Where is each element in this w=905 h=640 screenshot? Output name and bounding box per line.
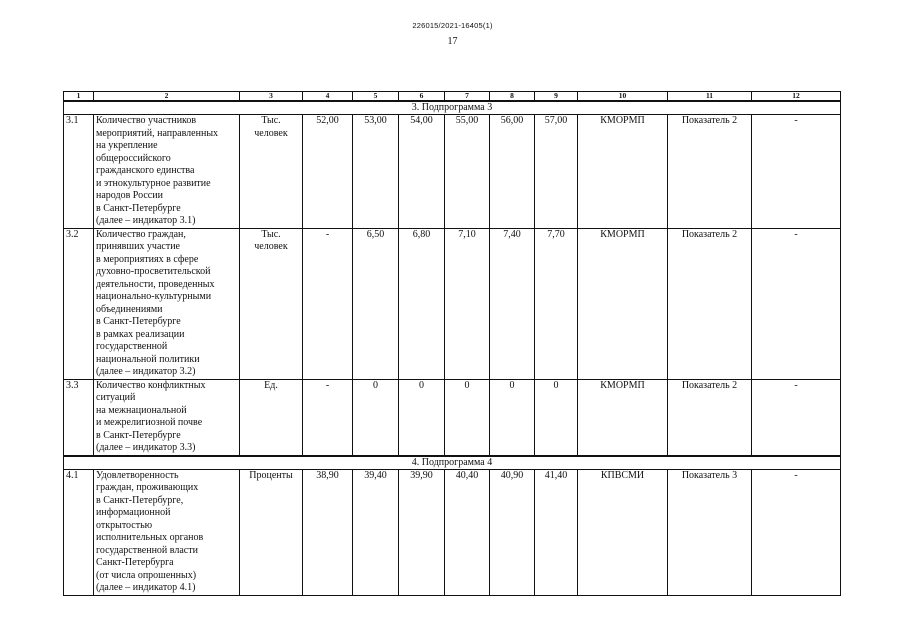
column-header: 11 (668, 92, 752, 102)
unit-cell: Тыс. человек (240, 228, 303, 379)
value-cell: 0 (490, 379, 535, 456)
value-cell: 41,40 (535, 469, 578, 595)
executor-cell: КПВСМИ (578, 469, 668, 595)
value-cell: 0 (353, 379, 399, 456)
column-header: 5 (353, 92, 399, 102)
value-cell: 52,00 (303, 115, 353, 229)
value-cell: 57,00 (535, 115, 578, 229)
column-header: 9 (535, 92, 578, 102)
value-cell: 53,00 (353, 115, 399, 229)
page-number: 17 (447, 36, 458, 47)
indicators-table (63, 91, 841, 596)
value-cell: - (303, 228, 353, 379)
value-cell: 40,40 (445, 469, 490, 595)
column-header: 1 (64, 92, 94, 102)
value-cell: 6,50 (353, 228, 399, 379)
document-id: 226015/2021-16405(1) (412, 21, 493, 30)
indicator-ref-cell: Показатель 3 (668, 469, 752, 595)
note-cell: - (752, 469, 841, 595)
value-cell: 0 (399, 379, 445, 456)
column-header: 12 (752, 92, 841, 102)
indicator-ref-cell: Показатель 2 (668, 228, 752, 379)
value-cell: 56,00 (490, 115, 535, 229)
section-row (64, 101, 841, 115)
column-header: 10 (578, 92, 668, 102)
column-header: 7 (445, 92, 490, 102)
column-number-row (64, 92, 841, 102)
indicator-ref-cell: Показатель 2 (668, 379, 752, 456)
note-cell: - (752, 115, 841, 229)
value-cell: 7,10 (445, 228, 490, 379)
indicator-name: Количество участников мероприятий, направленных на укрепление общероссийского гражданского единства и этнокультурное развитие народов России в Санкт-Петербурге (далее – индикатор 3.1) (94, 115, 240, 229)
column-header: 8 (490, 92, 535, 102)
executor-cell: КМОРМП (578, 379, 668, 456)
table-row (64, 115, 841, 229)
value-cell: 40,90 (490, 469, 535, 595)
row-number: 4.1 (64, 469, 94, 595)
unit-cell: Тыс. человек (240, 115, 303, 229)
unit-cell: Ед. (240, 379, 303, 456)
value-cell: - (303, 379, 353, 456)
executor-cell: КМОРМП (578, 115, 668, 229)
executor-cell: КМОРМП (578, 228, 668, 379)
indicator-name: Количество конфликтных ситуаций на межнациональной и межрелигиозной почве в Санкт-Петербурге (далее – индикатор 3.3) (94, 379, 240, 456)
value-cell: 39,90 (399, 469, 445, 595)
row-number: 3.3 (64, 379, 94, 456)
section-title: 3. Подпрограмма 3 (64, 101, 841, 115)
unit-cell: Проценты (240, 469, 303, 595)
value-cell: 38,90 (303, 469, 353, 595)
column-header: 3 (240, 92, 303, 102)
note-cell: - (752, 228, 841, 379)
value-cell: 7,40 (490, 228, 535, 379)
value-cell: 39,40 (353, 469, 399, 595)
column-header: 4 (303, 92, 353, 102)
value-cell: 0 (535, 379, 578, 456)
value-cell: 0 (445, 379, 490, 456)
row-number: 3.1 (64, 115, 94, 229)
value-cell: 55,00 (445, 115, 490, 229)
table-row (64, 379, 841, 456)
column-header: 2 (94, 92, 240, 102)
indicator-name: Количество граждан, принявших участие в мероприятиях в сфере духовно-просветительской деятельности, проведенных национально-культурными объединениями в Санкт-Петербурге в рамках реализации государственной национальной политики (далее – индикатор 3.2) (94, 228, 240, 379)
section-title: 4. Подпрограмма 4 (64, 456, 841, 470)
indicator-name: Удовлетворенность граждан, проживающих в Санкт-Петербурге, информационной открытостью исполнительных органов государственной власти Санкт-Петербурга (от числа опрошенных) (далее – индикатор 4.1) (94, 469, 240, 595)
column-header: 6 (399, 92, 445, 102)
table-row (64, 228, 841, 379)
table-row (64, 469, 841, 595)
note-cell: - (752, 379, 841, 456)
value-cell: 54,00 (399, 115, 445, 229)
value-cell: 6,80 (399, 228, 445, 379)
section-row (64, 456, 841, 470)
row-number: 3.2 (64, 228, 94, 379)
value-cell: 7,70 (535, 228, 578, 379)
indicator-ref-cell: Показатель 2 (668, 115, 752, 229)
